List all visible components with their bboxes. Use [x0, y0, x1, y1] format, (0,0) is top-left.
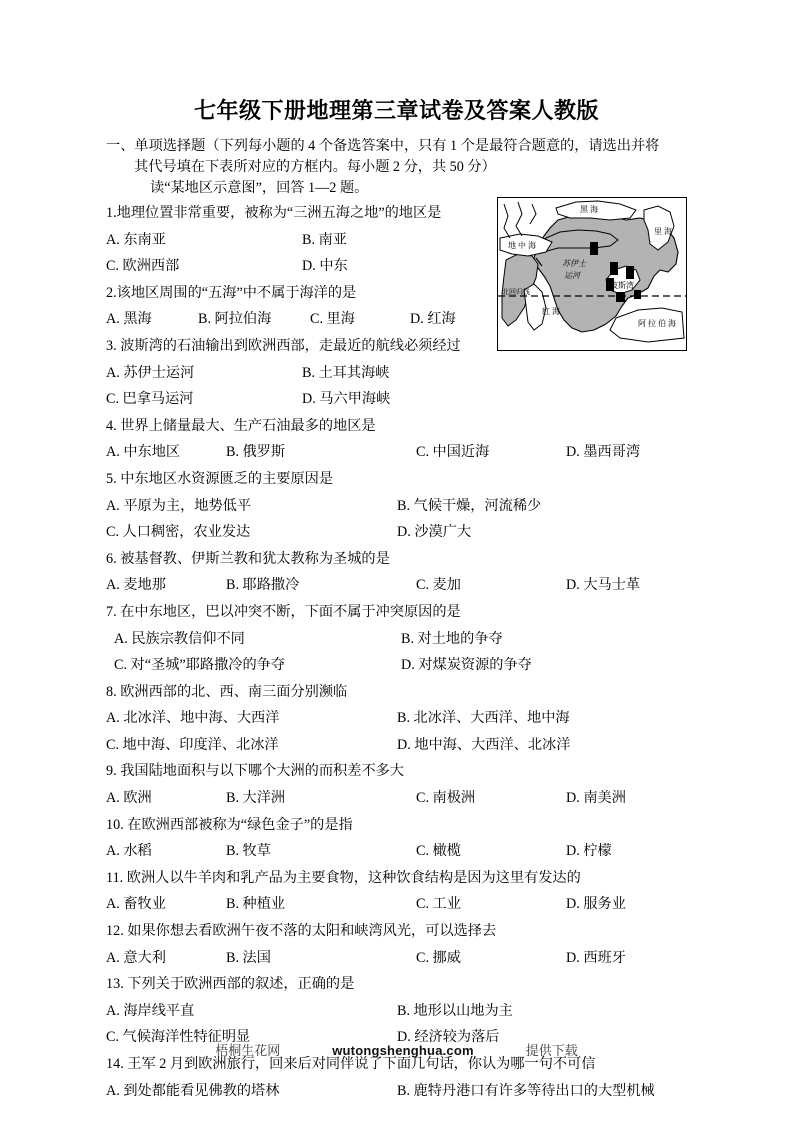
question-3-option-d[interactable]: D. 马六甲海峡	[302, 391, 391, 408]
question-10-option-d[interactable]: D. 柠檬	[566, 843, 612, 860]
question-7	[106, 599, 688, 679]
question-10-option-b[interactable]: B. 牧草	[226, 843, 271, 860]
question-4-option-c[interactable]: C. 中国近海	[416, 444, 490, 461]
question-8	[106, 679, 688, 759]
question-1	[106, 200, 688, 280]
question-11-options-row-1	[106, 891, 688, 918]
question-1-option-c[interactable]: C. 欧洲西部	[106, 258, 180, 275]
question-12-options-row-1	[106, 945, 688, 972]
question-5-option-b[interactable]: B. 气候干燥，河流稀少	[397, 497, 542, 514]
instructions-line-1: 一、单项选择题（下列每小题的 4 个备选答案中，只有 1 个是最符合题意的，请选出并将	[106, 138, 660, 154]
question-2-option-c[interactable]: C. 里海	[310, 311, 355, 328]
map-label-red-sea: 红 海	[542, 307, 560, 316]
question-9-option-c[interactable]: C. 南极洲	[416, 790, 476, 807]
instructions-block	[106, 136, 686, 199]
question-3-options-row-1	[106, 360, 498, 387]
question-2-option-b[interactable]: B. 阿拉伯海	[198, 311, 272, 328]
question-4-option-a[interactable]: A. 中东地区	[106, 444, 181, 461]
question-9-option-b[interactable]: B. 大洋洲	[226, 790, 286, 807]
question-13-options-row-1	[106, 998, 688, 1025]
question-5-option-d[interactable]: D. 沙漠广大	[397, 524, 472, 541]
question-8-options-row-1	[106, 705, 688, 732]
question-2-options-row-1	[106, 306, 498, 333]
page-title: 七年级下册地理第三章试卷及答案人教版	[193, 98, 599, 123]
question-10-option-c[interactable]: C. 橄榄	[416, 843, 461, 860]
question-1-option-a[interactable]: A. 东南亚	[106, 231, 166, 248]
question-7-options-row-1	[106, 626, 688, 653]
question-1-option-d[interactable]: D. 中东	[302, 258, 348, 275]
question-3-stem: 3. 波斯湾的石油输出到欧洲西部，走最近的航线必须经过	[106, 337, 461, 354]
map-label-suez-canal-1: 苏伊士	[562, 259, 586, 268]
question-6-options-row-1	[106, 572, 688, 599]
footer-note: 提供下载	[525, 1043, 578, 1058]
question-11-option-a[interactable]: A. 畜牧业	[106, 896, 166, 913]
question-3-option-a[interactable]: A. 苏伊士运河	[106, 364, 195, 381]
question-4-option-b[interactable]: B. 俄罗斯	[226, 444, 286, 461]
map-label-persian-gulf: 波斯湾	[610, 281, 634, 290]
question-3-options-row-2	[106, 386, 498, 413]
question-9	[106, 758, 688, 811]
instructions-line-2: 其代号填在下表所对应的方框内。每小题 2 分，共 50 分）	[134, 159, 496, 175]
question-10-stem: 10. 在欧洲西部被称为“绿色金子”的是指	[106, 816, 353, 833]
question-6-option-b[interactable]: B. 耶路撒冷	[226, 577, 300, 594]
question-6-option-c[interactable]: C. 麦加	[416, 577, 461, 594]
question-12-stem: 12. 如果你想去看欧洲午夜不落的太阳和峡湾风光，可以选择去	[106, 923, 497, 940]
question-8-option-d[interactable]: D. 地中海、大西洋、北冰洋	[397, 736, 571, 753]
question-7-option-d[interactable]: D. 对煤炭资源的争夺	[401, 657, 532, 674]
question-6-option-d[interactable]: D. 大马士革	[566, 577, 641, 594]
question-3-option-c[interactable]: C. 巴拿马运河	[106, 391, 194, 408]
question-8-option-c[interactable]: C. 地中海、印度洋、北冰洋	[106, 736, 279, 753]
footer-watermark	[0, 1040, 793, 1059]
question-12-option-a[interactable]: A. 意大利	[106, 949, 166, 966]
map-label-caspian-sea: 里 海	[654, 227, 672, 236]
question-5	[106, 466, 688, 546]
question-2-option-d[interactable]: D. 红海	[410, 311, 456, 328]
question-9-option-d[interactable]: D. 南美洲	[566, 790, 626, 807]
question-2	[106, 280, 688, 333]
question-14-stem: 14. 王军 2 月到欧洲旅行，回来后对同伴说了下面几句话，你认为哪一句不可信	[106, 1056, 596, 1072]
map-label-mediterranean-sea: 地 中 海	[508, 241, 536, 250]
question-11	[106, 865, 688, 918]
question-9-option-a[interactable]: A. 欧洲	[106, 790, 152, 807]
question-12-option-b[interactable]: B. 法国	[226, 949, 271, 966]
question-7-options-row-2	[106, 652, 688, 679]
question-6-stem: 6. 被基督教、伊斯兰教和犹太教称为圣城的是	[106, 550, 390, 567]
question-14-option-b[interactable]: B. 鹿特丹港口有许多等待出口的大型机械	[397, 1082, 655, 1099]
question-3-option-b[interactable]: B. 土耳其海峡	[302, 364, 390, 381]
question-5-options-row-2	[106, 519, 688, 546]
question-14-option-a[interactable]: A. 到处都能看见佛教的塔林	[106, 1082, 280, 1099]
question-10-options-row-1	[106, 838, 688, 865]
question-4-options-row-1	[106, 439, 688, 466]
question-13-option-d[interactable]: D. 经济较为落后	[397, 1029, 500, 1046]
question-11-option-d[interactable]: D. 服务业	[566, 896, 626, 913]
question-13-stem: 13. 下列关于欧洲西部的叙述，正确的是	[106, 976, 355, 993]
question-4-option-d[interactable]: D. 墨西哥湾	[566, 444, 641, 461]
map-label-black-sea: 黑 海	[580, 205, 598, 214]
question-8-stem: 8. 欧洲西部的北、西、南三面分别濒临	[106, 683, 348, 700]
map-label-suez-canal-2: 运河	[564, 271, 580, 280]
question-10-option-a[interactable]: A. 水稻	[106, 843, 152, 860]
question-13-option-c[interactable]: C. 气候海洋性特征明显	[106, 1029, 251, 1046]
question-1-option-b[interactable]: B. 南亚	[302, 231, 347, 248]
question-2-option-a[interactable]: A. 黑海	[106, 311, 152, 328]
question-12-option-d[interactable]: D. 西班牙	[566, 949, 626, 966]
question-2-stem: 2.该地区周围的“五海”中不属于海洋的是	[106, 284, 357, 301]
question-11-stem: 11. 欧洲人以牛羊肉和乳产品为主要食物，这种饮食结构是因为这里有发达的	[106, 869, 581, 886]
question-6-option-a[interactable]: A. 麦地那	[106, 577, 166, 594]
question-12	[106, 918, 688, 971]
question-7-option-c[interactable]: C. 对“圣城”耶路撒冷的争夺	[114, 657, 286, 674]
question-9-stem: 9. 我国陆地面积与以下哪个大洲的而积差不多大	[106, 763, 404, 780]
question-13-option-b[interactable]: B. 地形以山地为主	[397, 1002, 513, 1019]
question-8-options-row-2	[106, 732, 688, 759]
question-1-options-row-2	[106, 253, 498, 280]
question-11-option-b[interactable]: B. 种植业	[226, 896, 286, 913]
question-1-stem: 1.地理位置非常重要，被称为“三洲五海之地”的地区是	[106, 205, 442, 221]
instructions-line-3: 读“某地区示意图”，回答 1—2 题。	[150, 180, 369, 196]
question-5-stem: 5. 中东地区水资源匮乏的主要原因是	[106, 470, 334, 487]
question-10	[106, 812, 688, 865]
question-1-options-row-1	[106, 227, 498, 254]
question-7-stem: 7. 在中东地区，巴以冲突不断，下面不属于冲突原因的是	[106, 603, 461, 620]
question-4-stem: 4. 世界上储量最大、生产石油最多的地区是	[106, 417, 376, 434]
question-4	[106, 413, 688, 466]
question-6	[106, 546, 688, 599]
question-8-option-a[interactable]: A. 北冰洋、地中海、大西洋	[106, 710, 280, 727]
question-9-options-row-1	[106, 785, 688, 812]
footer-site-url[interactable]: wutongshenghua.com	[332, 1043, 474, 1058]
question-8-option-b[interactable]: B. 北冰洋、大西洋、地中海	[397, 710, 570, 727]
question-5-option-a[interactable]: A. 平原为主，地势低平	[106, 497, 252, 514]
question-7-option-a[interactable]: A. 民族宗教信仰不同	[114, 630, 245, 647]
map-label-tropic-of-cancer: 北回归线	[502, 288, 530, 296]
question-12-option-c[interactable]: C. 挪威	[416, 949, 461, 966]
question-7-option-b[interactable]: B. 对土地的争夺	[401, 630, 503, 647]
question-3	[106, 333, 688, 413]
map-label-arabian-sea: 阿 拉 伯 海	[638, 319, 676, 328]
footer-site-name: 梧桐生花网	[215, 1043, 281, 1058]
question-5-option-c[interactable]: C. 人口稠密，农业发达	[106, 524, 251, 541]
question-list	[106, 200, 688, 1104]
question-14-options-row-1	[106, 1078, 688, 1105]
question-13-option-a[interactable]: A. 海岸线平直	[106, 1002, 195, 1019]
question-11-option-c[interactable]: C. 工业	[416, 896, 461, 913]
question-5-options-row-1	[106, 493, 688, 520]
